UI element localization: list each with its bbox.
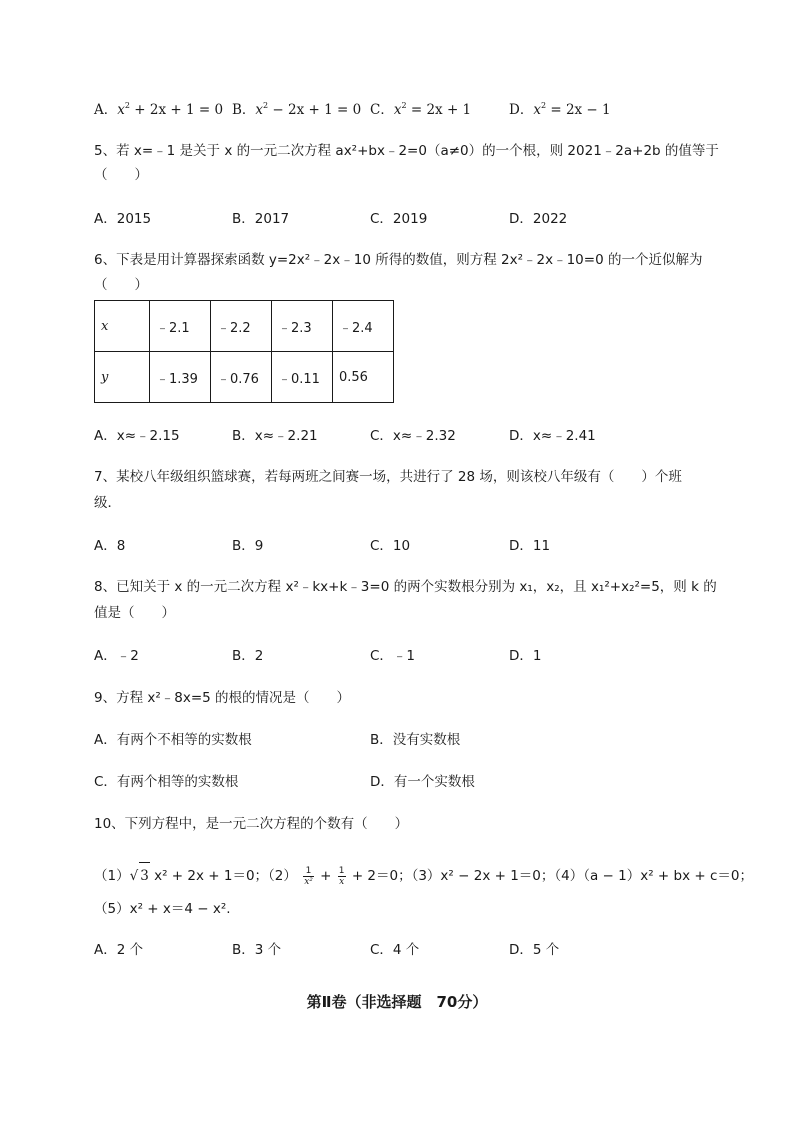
q5-stem: 5、若 x=﹣1 是关于 x 的一元二次方程 ax²+bx﹣2=0（a≠0）的一个根，则 2021﹣2a+2b 的值等于	[94, 143, 719, 159]
q6-stem: 6、下表是用计算器探索函数 y=2x²﹣2x﹣10 所得的数值，则方程 2x²﹣2x﹣10=0 的一个近似解为	[94, 252, 703, 268]
q10-equations-line1: （1）√ 3 x² + 2x + 1＝0；（2） $\frac{1}{\text{x²}}$ + $\frac{1}{x}$ + 2＝0；（3）x² − 2x + 1＝0；（4）（a − 1）x² + bx + c＝0；	[94, 862, 753, 889]
q4-option-a: A．$x^2 + 2x + 1 = 0$	[94, 101, 224, 118]
q7-option-d: D．11	[509, 538, 551, 554]
q4-option-d: D．$x^2 = 2x - 1$	[509, 101, 611, 118]
q10-stem: 10、下列方程中，是一元二次方程的个数有（ ）	[94, 816, 409, 832]
fraction: $\frac{1}{\text{x²}}$	[304, 865, 313, 887]
q10-option-c: C．4 个	[370, 942, 420, 958]
table-cell: ﹣0.76	[211, 352, 272, 403]
table-cell: ﹣2.4	[333, 301, 394, 352]
q5-stem-blank: （ ）	[94, 167, 148, 183]
table-row	[95, 301, 394, 352]
q8-option-d: D．1	[509, 648, 542, 664]
q10-equations-line2: （5）x² + x＝4 − x².	[94, 901, 231, 917]
fraction: $\frac{1}{x}$	[338, 865, 345, 887]
table-cell: y	[95, 352, 150, 403]
q6-option-a: A．x≈﹣2.15	[94, 428, 180, 444]
q10-option-d: D．5 个	[509, 942, 560, 958]
q5-option-c: C．2019	[370, 211, 428, 227]
q8-stem-cont: 值是（ ）	[94, 605, 175, 621]
table-cell: 0.56	[333, 352, 394, 403]
q8-option-a: A．﹣2	[94, 648, 139, 664]
section-title: 第Ⅱ卷（非选择题 70分）	[306, 993, 488, 1011]
q6-stem-blank: （ ）	[94, 277, 148, 293]
table-row	[95, 352, 394, 403]
q10-option-a: A．2 个	[94, 942, 144, 958]
q9-option-b: B．没有实数根	[370, 732, 461, 748]
q7-option-b: B．9	[232, 538, 264, 554]
q6-option-c: C．x≈﹣2.32	[370, 428, 456, 444]
table-cell: ﹣2.3	[272, 301, 333, 352]
table-cell: ﹣2.1	[150, 301, 211, 352]
q4-option-c: C．$x^2 = 2x + 1$	[370, 101, 472, 118]
q5-option-d: D．2022	[509, 211, 568, 227]
q5-option-b: B．2017	[232, 211, 290, 227]
table-cell: ﹣1.39	[150, 352, 211, 403]
table-cell: ﹣0.11	[272, 352, 333, 403]
value-table	[94, 300, 394, 403]
q8-option-b: B．2	[232, 648, 264, 664]
table-cell: x	[95, 301, 150, 352]
q8-option-c: C．﹣1	[370, 648, 416, 664]
q5-option-a: A．2015	[94, 211, 152, 227]
q7-stem: 7、某校八年级组织篮球赛，若每两班之间赛一场，共进行了 28 场，则该校八年级有（ ）个班	[94, 469, 682, 485]
q8-stem: 8、已知关于 x 的一元二次方程 x²﹣kx+k﹣3=0 的两个实数根分别为 x₁，x₂，且 x₁²+x₂²=5，则 k 的	[94, 579, 717, 595]
table-cell: ﹣2.2	[211, 301, 272, 352]
q6-option-d: D．x≈﹣2.41	[509, 428, 596, 444]
q7-option-a: A．8	[94, 538, 126, 554]
q7-stem-cont: 级．	[94, 495, 121, 511]
q9-stem: 9、方程 x²﹣8x=5 的根的情况是（ ）	[94, 690, 351, 706]
q9-option-a: A．有两个不相等的实数根	[94, 732, 252, 748]
q9-option-c: C．有两个相等的实数根	[94, 774, 239, 790]
q9-option-d: D．有一个实数根	[370, 774, 475, 790]
q10-option-b: B．3 个	[232, 942, 282, 958]
q6-option-b: B．x≈﹣2.21	[232, 428, 318, 444]
q4-option-b: B．$x^2 - 2x + 1 = 0$	[232, 101, 362, 118]
q7-option-c: C．10	[370, 538, 411, 554]
